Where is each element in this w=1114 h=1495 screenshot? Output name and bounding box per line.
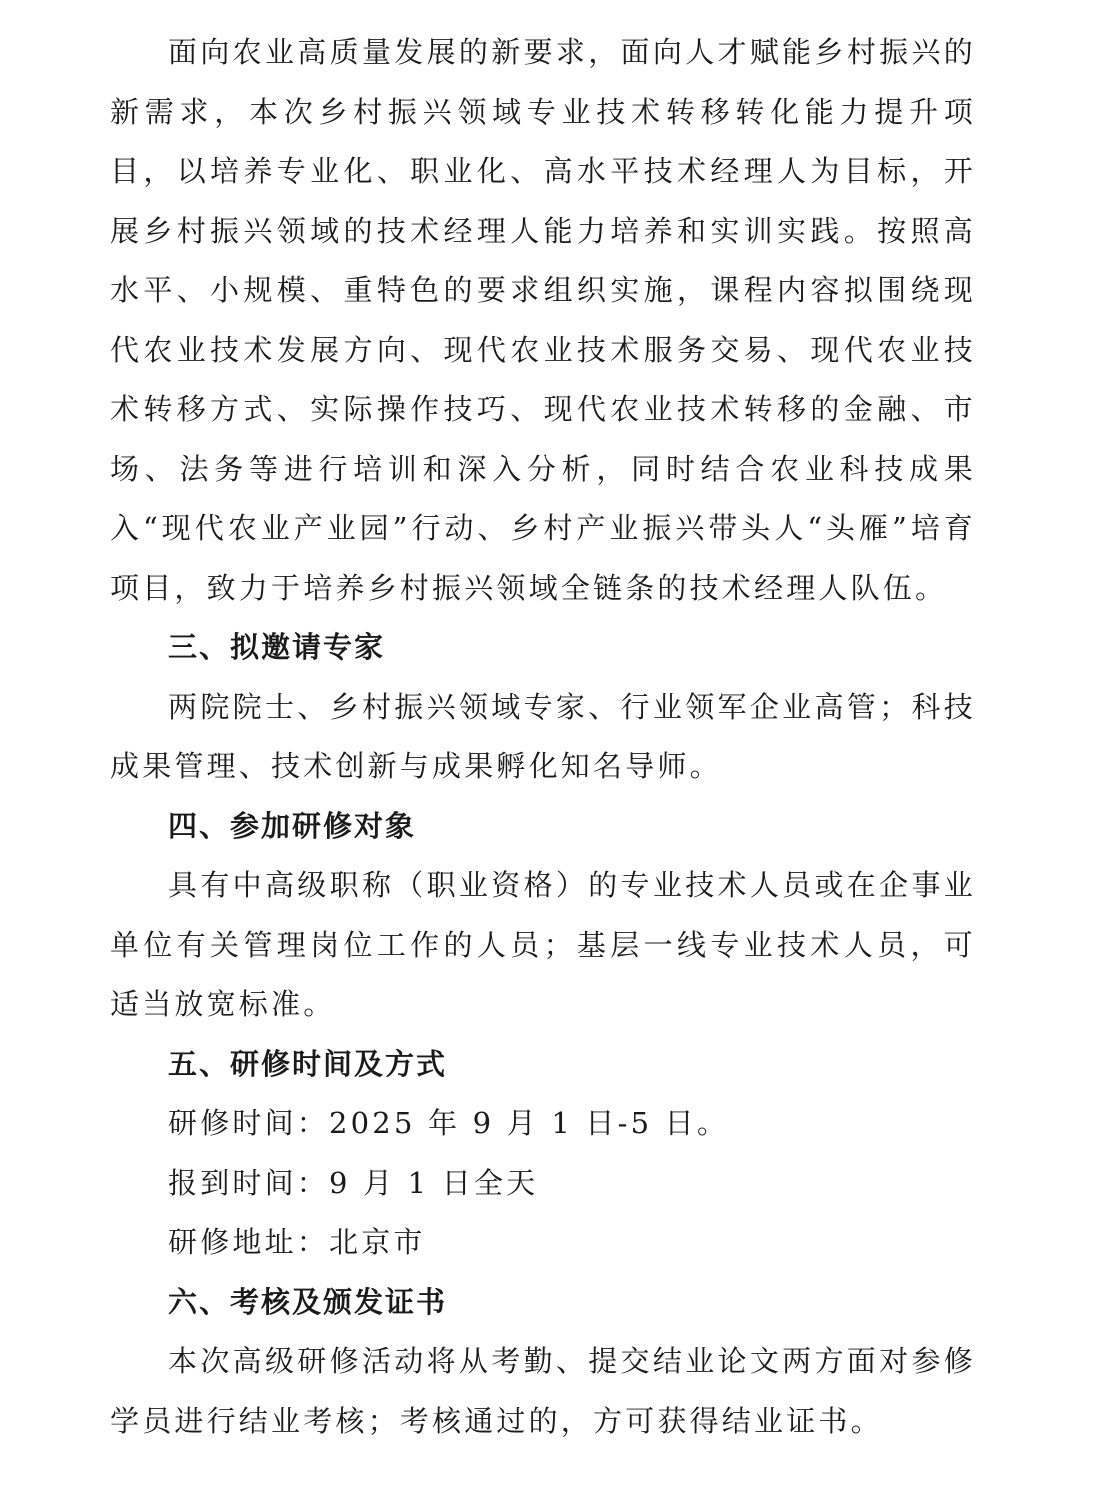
certificate-paragraph: 本次高级研修活动将从考勤、提交结业论文两方面对参修学员进行结业考核；考核通过的，方可获得结业证书。 xyxy=(110,1344,976,1438)
participants-paragraph: 具有中高级职称（职业资格）的专业技术人员或在企事业单位有关管理岗位工作的人员；基层一线专业技术人员，可适当放宽标准。 xyxy=(110,868,976,1021)
intro-paragraph: 面向农业高质量发展的新要求，面向人才赋能乡村振兴的新需求，本次乡村振兴领域专业技术转移转化能力提升项目，以培养专业化、职业化、高水平技术经理人为目标，开展乡村振兴领域的技术经理人能力培养和实训实践。按照高水平、小规模、重特色的要求组织实施，课程内容拟围绕现代农业技术发展方向、现代农业技术服务交易、现代农业技术转移方式、实际操作技巧、现代农业技术转移的金融、市场、法务等进行培训和深入分析，同时结合农业科技成果入“现代农业产业园”行动、乡村产业振兴带头人“头雁”培育项目，致力于培养乡村振兴领域全链条的技术经理人队伍。 xyxy=(110,35,976,605)
study-time-line: 研修时间：2025 年 9 月 1 日-5 日。 xyxy=(168,1106,730,1140)
section-heading-certificate: 六、考核及颁发证书 xyxy=(168,1284,448,1319)
checkin-time-line: 报到时间：9 月 1 日全天 xyxy=(168,1165,539,1200)
experts-paragraph: 两院院士、乡村振兴领域专家、行业领军企业高管；科技成果管理、技术创新与成果孵化知名导师。 xyxy=(110,689,976,783)
section-heading-schedule: 五、研修时间及方式 xyxy=(168,1046,448,1081)
section-heading-experts: 三、拟邀请专家 xyxy=(168,630,386,664)
study-address-line: 研修地址：北京市 xyxy=(168,1225,426,1259)
document-page xyxy=(110,0,976,1451)
section-heading-participants: 四、参加研修对象 xyxy=(168,808,417,843)
